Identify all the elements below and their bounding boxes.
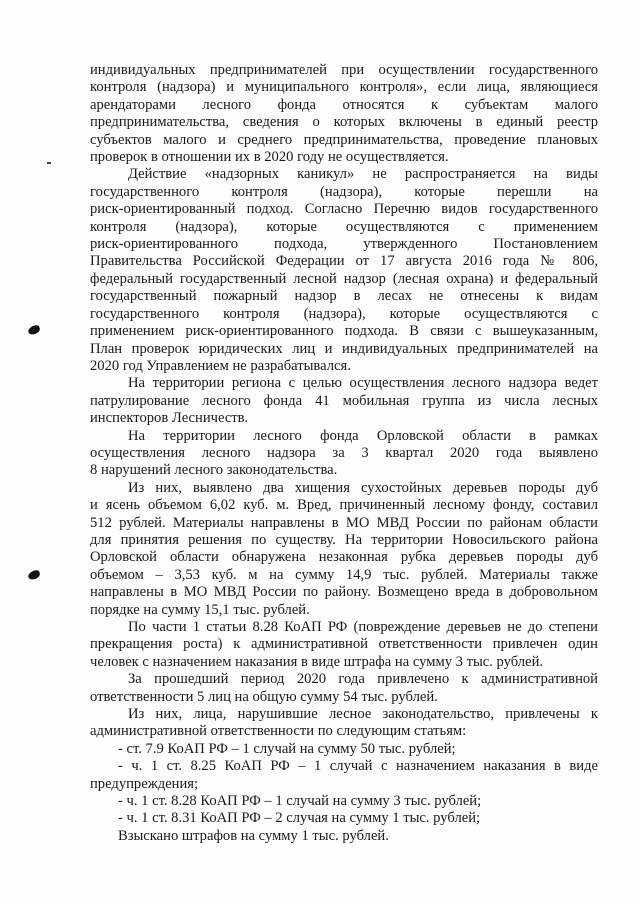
- text-line: контроля (надзора), которые осуществляются с применением: [90, 218, 598, 235]
- text-line: государственного контроля (надзора), которые осуществляются с: [90, 305, 598, 322]
- text-line: 512 рублей. Материалы направлены в МО МВД России по районам области: [90, 514, 598, 531]
- text-line: арендаторами лесного фонда относятся к субъектам малого: [90, 96, 598, 113]
- text-line: Действие «надзорных каникул» не распространяется на виды: [128, 166, 598, 183]
- text-line: направлены в МО МВД России по району. Возмещено вреда в добровольном: [90, 584, 598, 601]
- text-line: и ясень объемом 6,02 куб. м. Вред, причиненный лесному фонду, составил: [90, 497, 598, 514]
- text-line: для принятия решения по существу. На территории Новосильского района: [90, 531, 598, 548]
- text-line: предупреждения;: [90, 775, 199, 792]
- text-line: 8 нарушений лесного законодательства.: [90, 462, 338, 479]
- text-line: 2020 год Управлением не разрабатывался.: [90, 357, 351, 374]
- text-line: Из них, лица, нарушившие лесное законодательство, привлечены к: [128, 706, 598, 723]
- text-line: На территории региона с целью осуществления лесного надзора ведет: [128, 375, 598, 392]
- text-line: государственного контроля (надзора), которые перешли на: [90, 183, 598, 200]
- text-line: проверок в отношении их в 2020 году не осуществляется.: [90, 149, 449, 166]
- text-line: По части 1 статьи 8.28 КоАП РФ (повреждение деревьев не до степени: [128, 619, 598, 635]
- text-line: прекращения роста) к административной ответственности привлечен один: [90, 636, 598, 653]
- text-line: ответственности 5 лиц на общую сумму 54 тыс. рублей.: [90, 688, 438, 705]
- text-line: Правительства Российской Федерации от 17 августа 2016 года № 806,: [90, 253, 598, 270]
- text-line: федеральный государственный лесной надзор (лесная охрана) и федеральный: [90, 270, 598, 287]
- text-line: - ст. 7.9 КоАП РФ – 1 случай на сумму 50 тыс. рублей;: [118, 740, 456, 757]
- text-line: объемом – 3,53 куб. м на сумму 14,9 тыс. рублей. Материалы также: [90, 566, 598, 583]
- text-line: контроля (надзора) и муниципального контроля», если лица, являющиеся: [90, 79, 598, 96]
- text-line: индивидуальных предпринимателей при осуществлении государственного: [90, 62, 598, 78]
- text-line: На территории лесного фонда Орловской области в рамках: [128, 427, 598, 444]
- text-line: порядке на сумму 15,1 тыс. рублей.: [90, 601, 310, 618]
- text-line: применением риск-ориентированного подхода. В связи с вышеуказанным,: [90, 323, 598, 340]
- document-body: [90, 62, 598, 845]
- text-line: За прошедший период 2020 года привлечено к административной: [128, 671, 598, 688]
- text-line: патрулирование лесного фонда 41 мобильная группа из числа лесных: [90, 392, 598, 409]
- text-line: - ч. 1 ст. 8.31 КоАП РФ – 2 случая на сумму 1 тыс. рублей;: [118, 810, 481, 827]
- text-line: риск-ориентированного подхода, утвержденного Постановлением: [90, 236, 598, 253]
- text-line: государственный пожарный надзор в лесах не отнесены к видам: [90, 288, 598, 305]
- text-line: инспекторов Лесничеств.: [90, 410, 249, 427]
- text-line: - ч. 1 ст. 8.28 КоАП РФ – 1 случай на сумму 3 тыс. рублей;: [118, 793, 482, 810]
- text-line: Взыскано штрафов на сумму 1 тыс. рублей.: [118, 827, 389, 844]
- scan-mark: [47, 162, 51, 164]
- text-line: административной ответственности по следующим статьям:: [90, 723, 467, 740]
- text-line: - ч. 1 ст. 8.25 КоАП РФ – 1 случай с назначением наказания в виде: [118, 758, 598, 775]
- text-line: субъектов малого и среднего предпринимательства, проведение плановых: [90, 131, 598, 148]
- text-line: предпринимательства, сведения о которых включены в единый реестр: [90, 114, 598, 131]
- text-line: человек с назначением наказания в виде штрафа на сумму 3 тыс. рублей.: [90, 653, 544, 670]
- text-line: Из них, выявлено два хищения сухостойных деревьев породы дуб: [128, 479, 598, 496]
- text-line: План проверок юридических лиц и индивидуальных предпринимателей на: [90, 340, 598, 357]
- text-line: осуществления лесного надзора за 3 квартал 2020 года выявлено: [90, 444, 598, 461]
- scan-speck: [27, 569, 41, 581]
- text-line: Орловской области обнаружена незаконная рубка деревьев породы дуб: [90, 549, 598, 566]
- text-line: риск-ориентированный подход. Согласно Перечню видов государственного: [90, 201, 598, 218]
- scan-speck: [27, 324, 41, 336]
